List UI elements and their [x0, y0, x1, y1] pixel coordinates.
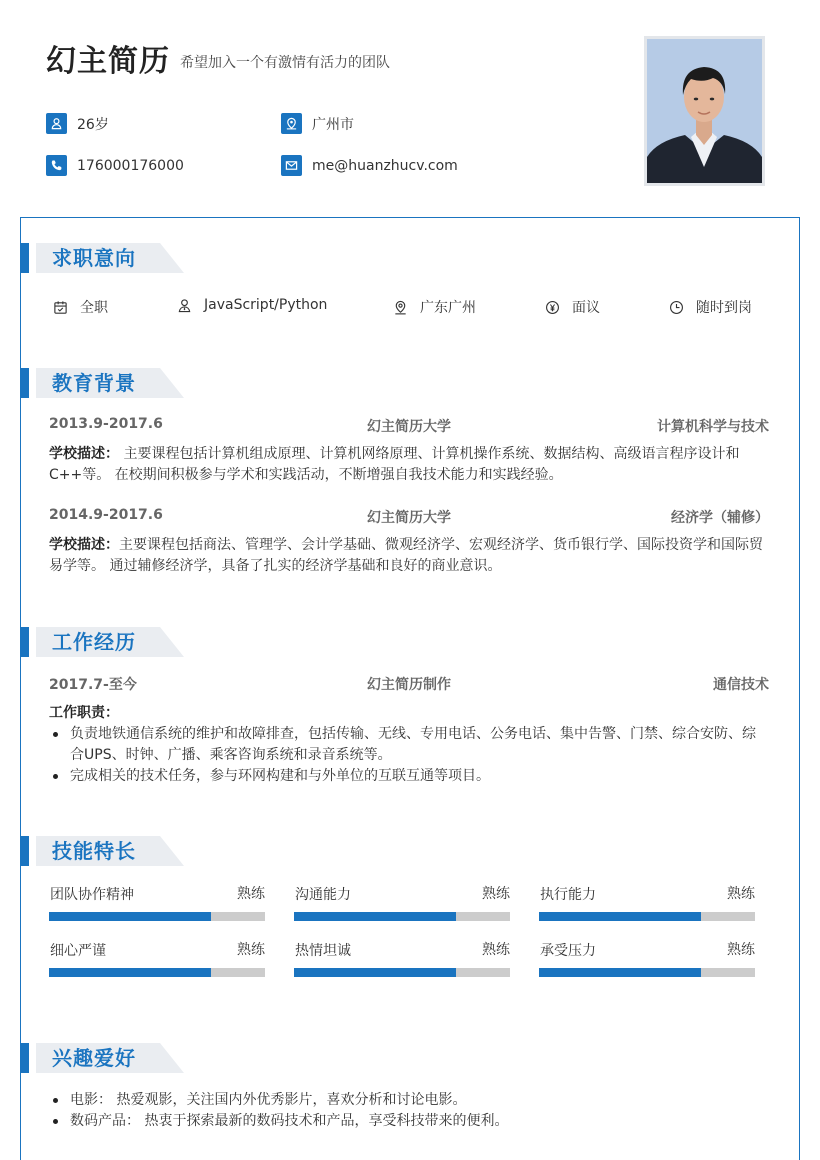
education-period: 2014.9-2017.6 — [49, 507, 163, 523]
list-item: 负责地铁通信系统的维护和故障排查，包括传输、无线、专用电话、公务电话、集中告警、门禁、综合安防、综合UPS、时钟、广播、乘客咨询系统和录音系统等。 — [49, 724, 769, 766]
list-item: 数码产品： 热衷于探索最新的数码技术和产品，享受科技带来的便利。 — [49, 1111, 769, 1132]
skill-level: 熟练 — [727, 942, 755, 958]
intent-salary — [545, 297, 600, 317]
info-city — [281, 113, 354, 134]
location-icon — [281, 113, 302, 134]
clock-icon — [669, 300, 684, 315]
skill-bar-fill — [294, 968, 456, 977]
skill-level: 熟练 — [237, 942, 265, 958]
skill-bar-track — [49, 912, 265, 921]
section-title-skills: 技能特长 — [52, 839, 136, 863]
skill-bar-fill — [539, 912, 701, 921]
description-label: 学校描述： — [49, 446, 119, 462]
skill-bar-fill — [539, 968, 701, 977]
intent-availability — [669, 297, 752, 317]
intent-location — [393, 297, 476, 317]
portrait-illustration — [647, 39, 762, 183]
education-description-1 — [49, 444, 769, 486]
intent-availability-text: 随时到岗 — [696, 300, 752, 316]
skill-name: 热情坦诚 — [295, 943, 351, 959]
hobby-list — [49, 1090, 769, 1132]
info-phone — [46, 155, 184, 176]
intent-type — [53, 297, 108, 317]
location-icon — [393, 300, 408, 315]
intent-position-text: JavaScript/Python — [204, 297, 328, 313]
person-icon — [177, 298, 192, 313]
education-major: 经济学（辅修） — [671, 510, 769, 526]
intent-position — [177, 297, 327, 313]
section-title-work: 工作经历 — [52, 630, 136, 654]
section-title-hobbies: 兴趣爱好 — [52, 1046, 136, 1070]
education-period: 2013.9-2017.6 — [49, 416, 163, 432]
skill-bar-fill — [294, 912, 456, 921]
description-label: 学校描述： — [49, 537, 119, 553]
skill-name: 执行能力 — [540, 887, 596, 903]
skill-name: 承受压力 — [540, 943, 596, 959]
education-row-2 — [49, 507, 769, 527]
work-period: 2017.7-至今 — [49, 677, 137, 693]
yen-icon — [545, 300, 560, 315]
info-age — [46, 113, 109, 134]
phone-icon — [46, 155, 67, 176]
section-title-education: 教育背景 — [52, 371, 136, 395]
skill-bar-track — [539, 912, 755, 921]
age-text: 26岁 — [77, 116, 109, 133]
education-major: 计算机科学与技术 — [657, 419, 769, 435]
skill-bar-track — [539, 968, 755, 977]
education-description-2 — [49, 535, 769, 577]
skill-bar-track — [294, 912, 510, 921]
list-item: 完成相关的技术任务，参与环网构建和与外单位的互联互通等项目。 — [49, 766, 769, 787]
section-title-intent: 求职意向 — [52, 246, 136, 270]
skill-name: 细心严谨 — [50, 943, 106, 959]
work-duty-list — [49, 724, 769, 787]
description-text: 主要课程包括商法、管理学、会计学基础、微观经济学、宏观经济学、货币银行学、国际投资学和国际贸易学等。 通过辅修经济学，具备了扎实的经济学基础和良好的商业意识。 — [49, 537, 763, 574]
profile-photo — [644, 36, 765, 186]
phone-text: 176000176000 — [77, 157, 184, 174]
intent-location-text: 广东广州 — [420, 300, 476, 316]
work-row — [49, 674, 769, 694]
resume-name: 幻主简历 — [46, 44, 170, 79]
education-row-1 — [49, 416, 769, 436]
email-text: me@huanzhucv.com — [312, 157, 458, 174]
work-duty-label: 工作职责： — [49, 705, 119, 721]
work-position: 通信技术 — [713, 677, 769, 693]
skill-level: 熟练 — [482, 942, 510, 958]
skill-bar-track — [49, 968, 265, 977]
info-email — [281, 155, 458, 176]
skill-bar-fill — [49, 968, 211, 977]
person-icon — [46, 113, 67, 134]
list-item: 电影： 热爱观影，关注国内外优秀影片，喜欢分析和讨论电影。 — [49, 1090, 769, 1111]
skill-name: 团队协作精神 — [50, 887, 134, 903]
calendar-icon — [53, 300, 68, 315]
skill-bar-fill — [49, 912, 211, 921]
intent-type-text: 全职 — [80, 300, 108, 316]
education-school: 幻主简历大学 — [367, 419, 451, 435]
description-text: 主要课程包括计算机组成原理、计算机网络原理、计算机操作系统、数据结构、高级语言程序设计和C++等。 在校期间积极参与学术和实践活动，不断增强自我技术能力和实践经验。 — [49, 446, 740, 483]
intent-salary-text: 面议 — [572, 300, 600, 316]
slogan: 希望加入一个有激情有活力的团队 — [180, 55, 390, 71]
skill-level: 熟练 — [237, 886, 265, 902]
mail-icon — [281, 155, 302, 176]
skill-name: 沟通能力 — [295, 887, 351, 903]
skill-bar-track — [294, 968, 510, 977]
skill-level: 熟练 — [482, 886, 510, 902]
work-company: 幻主简历制作 — [367, 677, 451, 693]
city-text: 广州市 — [312, 116, 354, 133]
skill-level: 熟练 — [727, 886, 755, 902]
education-school: 幻主简历大学 — [367, 510, 451, 526]
